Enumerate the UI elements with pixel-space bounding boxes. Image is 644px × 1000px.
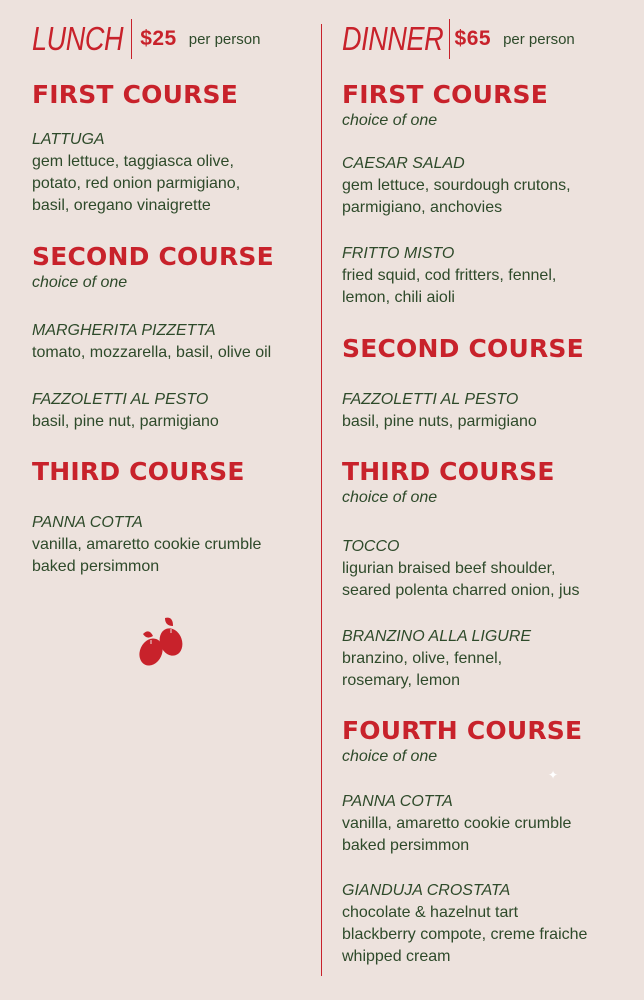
dinner-header xyxy=(342,18,575,60)
item-desc: baked persimmon xyxy=(342,837,470,854)
item-desc: lemon, chili aioli xyxy=(342,289,455,306)
menu-item xyxy=(342,791,571,857)
lunch-title: LUNCH xyxy=(32,20,124,57)
lunch-price: $25 xyxy=(140,27,177,50)
menu-item xyxy=(32,320,271,364)
item-name: GIANDUJA CROSTATA xyxy=(342,882,511,899)
item-desc: whipped cream xyxy=(342,948,451,965)
item-desc: fried squid, cod fritters, fennel, xyxy=(342,267,557,284)
item-desc: chocolate & hazelnut tart xyxy=(342,904,519,921)
column-divider xyxy=(321,24,322,976)
dinner-price: $65 xyxy=(454,27,492,50)
item-name: LATTUGA xyxy=(32,131,105,148)
menu-item xyxy=(32,389,219,433)
item-name: TOCCO xyxy=(342,538,400,555)
item-name: MARGHERITA PIZZETTA xyxy=(32,322,216,339)
item-desc: gem lettuce, sourdough crutons, xyxy=(342,177,571,194)
lunch-first-course-heading: FIRST COURSE xyxy=(32,80,239,109)
item-desc: potato, red onion parmigiano, xyxy=(32,175,241,192)
sparkle-icon: ✦ xyxy=(548,768,559,782)
menu-item xyxy=(32,129,240,217)
menu-item xyxy=(342,626,531,692)
lunch-header-separator xyxy=(131,19,132,59)
lemons-icon xyxy=(137,614,189,672)
item-name: FRITTO MISTO xyxy=(342,245,455,262)
item-name: BRANZINO ALLA LIGURE xyxy=(342,628,532,645)
dinner-third-course-heading: THIRD COURSE xyxy=(342,457,555,486)
lunch-third-course-heading: THIRD COURSE xyxy=(32,457,245,486)
dinner-first-choice: choice of one xyxy=(342,112,438,129)
item-desc: baked persimmon xyxy=(32,558,160,575)
menu-item xyxy=(342,536,580,602)
dinner-per-person: per person xyxy=(503,30,575,48)
menu-item xyxy=(342,389,537,433)
menu-item xyxy=(342,880,587,968)
menu-item xyxy=(342,243,556,309)
dinner-header-separator xyxy=(449,19,450,59)
dinner-fourth-course-heading: FOURTH COURSE xyxy=(342,716,583,745)
dinner-first-course-heading: FIRST COURSE xyxy=(342,80,549,109)
lunch-header xyxy=(32,18,260,60)
item-desc: branzino, olive, fennel, xyxy=(342,650,503,667)
item-name: CAESAR SALAD xyxy=(342,155,465,172)
menu-item xyxy=(32,512,261,578)
item-desc: vanilla, amaretto cookie crumble xyxy=(32,536,262,553)
item-desc: tomato, mozzarella, basil, olive oil xyxy=(32,344,272,361)
dinner-second-course-heading: SECOND COURSE xyxy=(342,334,584,363)
lunch-second-course-heading: SECOND COURSE xyxy=(32,242,274,271)
item-name: FAZZOLETTI AL PESTO xyxy=(342,391,519,408)
item-name: PANNA COTTA xyxy=(32,514,143,531)
item-name: PANNA COTTA xyxy=(342,793,453,810)
item-desc: ligurian braised beef shoulder, xyxy=(342,560,556,577)
item-desc: rosemary, lemon xyxy=(342,672,460,689)
dinner-third-choice: choice of one xyxy=(342,489,438,506)
dinner-title: DINNER xyxy=(342,20,444,57)
lunch-per-person: per person xyxy=(188,30,261,48)
dinner-fourth-choice: choice of one xyxy=(342,748,438,765)
lunch-second-choice: choice of one xyxy=(32,274,128,291)
item-desc: seared polenta charred onion, jus xyxy=(342,582,580,599)
item-desc: gem lettuce, taggiasca olive, xyxy=(32,153,234,170)
item-desc: basil, pine nuts, parmigiano xyxy=(342,413,537,430)
item-desc: basil, oregano vinaigrette xyxy=(32,197,211,214)
item-desc: parmigiano, anchovies xyxy=(342,199,503,216)
item-desc: basil, pine nut, parmigiano xyxy=(32,413,219,430)
item-name: FAZZOLETTI AL PESTO xyxy=(32,391,209,408)
item-desc: vanilla, amaretto cookie crumble xyxy=(342,815,572,832)
menu-item xyxy=(342,153,571,219)
item-desc: blackberry compote, creme fraiche xyxy=(342,926,588,943)
